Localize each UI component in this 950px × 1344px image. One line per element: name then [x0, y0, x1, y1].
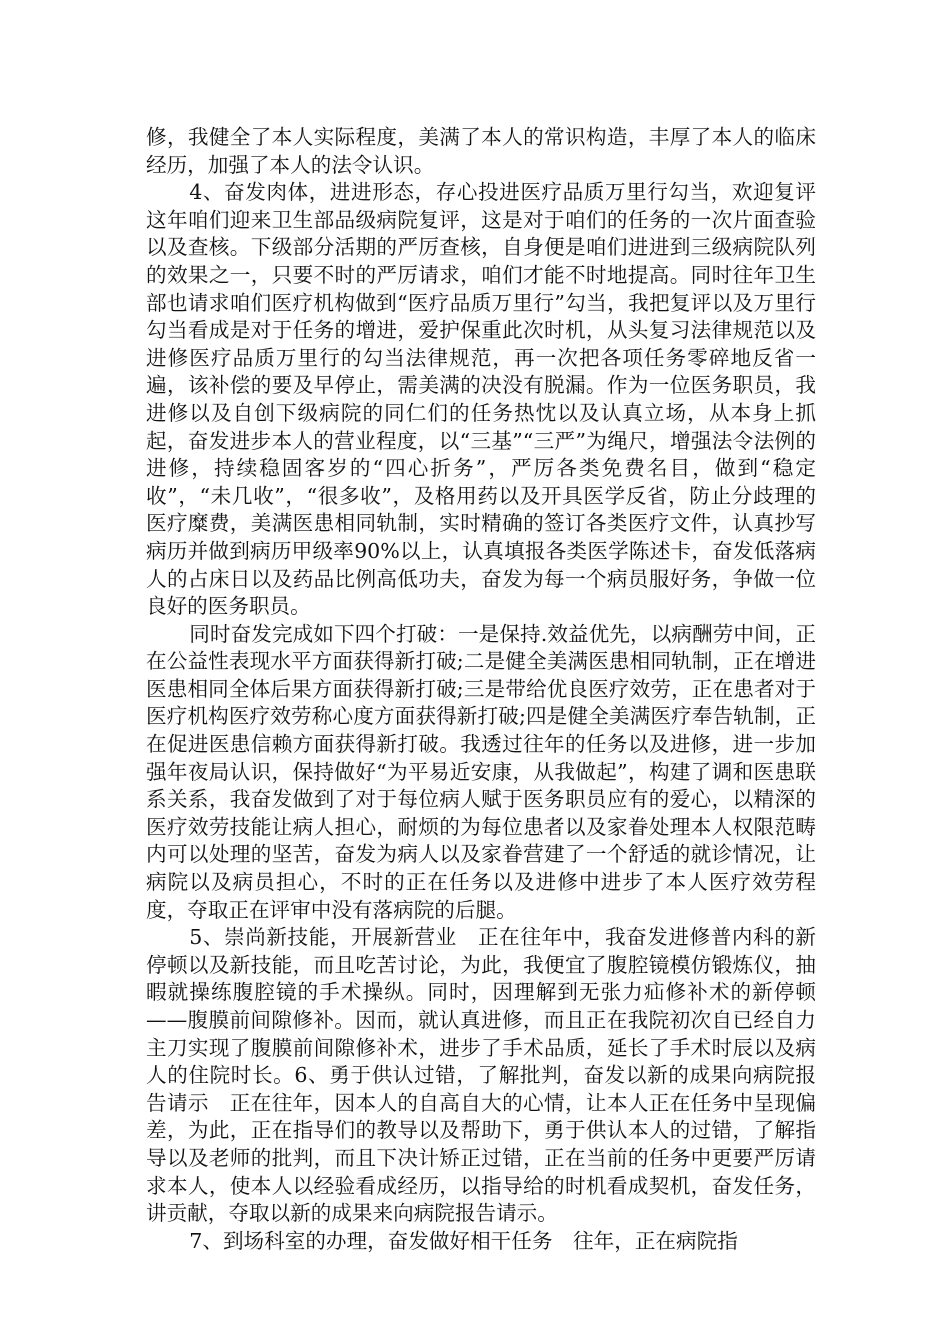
paragraph-item-4: 4、奋发肉体，进进形态，存心投进医疗品质万里行勾当，欢迎复评 这年咱们迎来卫生部品级病院复评，这是对于咱们的任务的一次片面查验以及查核。下级部分活期的严厉查核，自身便是咱们进进到三级病院队列的效果之一，只要不时的严厉请求，咱们才能不时地提高。同时往年卫生部也请求咱们医疗机构做到“医疗品质万里行”勾当，我把复评以及万里行勾当看成是对于任务的增进，爱护保重此次时机，从头复习法律规范以及进修医疗品质万里行的勾当法律规范，再一次把各项任务零碎地反省一遍，该补偿的要及早停止，需美满的决没有脱漏。作为一位医务职员，我进修以及自创下级病院的同仁们的任务热忱以及认真立场，从本身上抓起，奋发进步本人的营业程度，以“三基”“三严”为绳尺，增强法令法例的进修，持续稳固客岁的“四心折务”，严厉各类免费名目，做到“稳定收”，“未几收”，“很多收”，及格用药以及开具医学反省，防止分歧理的医疗糜费，美满医患相同轨制，实时精确的签订各类医疗文件，认真抄写病历并做到病历甲级率90%以上，认真填报各类医学陈述卡，奋发低落病人的占床日以及药品比例高低功夫，奋发为每一个病员服好务，争做一位良好的医务职员。 — [146, 180, 837, 619]
paragraph-four-breakthroughs: 同时奋发完成如下四个打破：一是保持.效益优先，以病酬劳中间，正在公益性表现水平方面获得新打破;二是健全美满医患相同轨制，正在增进医患相同全体后果方面获得新打破;三是带给优良医疗效劳，正在患者对于医疗机构医疗效劳称心度方面获得新打破;四是健全美满医疗奉告轨制，正在促进医患信赖方面获得新打破。我透过往年的任务以及进修，进一步加强年夜局认识，保持做好“为平易近安康，从我做起”，构建了调和医患联系关系，我奋发做到了对于每位病人赋于医务职员应有的爱心，以精深的医疗效劳技能让病人担心，耐烦的为每位患者以及家眷处理本人权限范畴内可以处理的坚苦，奋发为病人以及家眷营建了一个舒适的就诊情况，让病院以及病员担心，不时的正在任务以及进修中进步了本人医疗效劳程度，夺取正在评审中没有落病院的后腿。 — [146, 621, 816, 922]
paragraph-item-7: 7、到场科室的办理，奋发做好相干任务 往年，正在病院指 — [189, 1228, 738, 1253]
body-text — [146, 124, 837, 1255]
paragraph-item-5: 5、崇尚新技能，开展新营业 正在往年中，我奋发进修普内科的新停顿以及新技能，而且吃苦讨论，为此，我便宜了腹腔镜模仿锻炼仪，抽暇就操练腹腔镜的手术操纵。同时，因理解到无张力疝修补术的新停顿——腹膜前间隙修补。因而，就认真进修，而且正在我院初次自已经自力主刀实现了腹膜前间隙修补术，进步了手术品质，延长了手术时辰以及病人的住院时长。6、勇于供认过错，了解批判，奋发以新的成果向病院报告请示 正在往年，因本人的自高自大的心情，让本人正在任务中呈现偏差，为此，正在指导们的教导以及帮助下，勇于供认本人的过错，了解指导以及老师的批判，而且下决计矫正过错，正在当前的任务中更要严厉请求本人，使本人以经验看成经历，以指导给的时机看成契机，奋发任务，讲贡献，夺取以新的成果来向病院报告请示。 — [146, 925, 816, 1226]
paragraph-continued: 修，我健全了本人实际程度，美满了本人的常识构造，丰厚了本人的临床经历，加强了本人的法令认识。 — [146, 125, 816, 177]
